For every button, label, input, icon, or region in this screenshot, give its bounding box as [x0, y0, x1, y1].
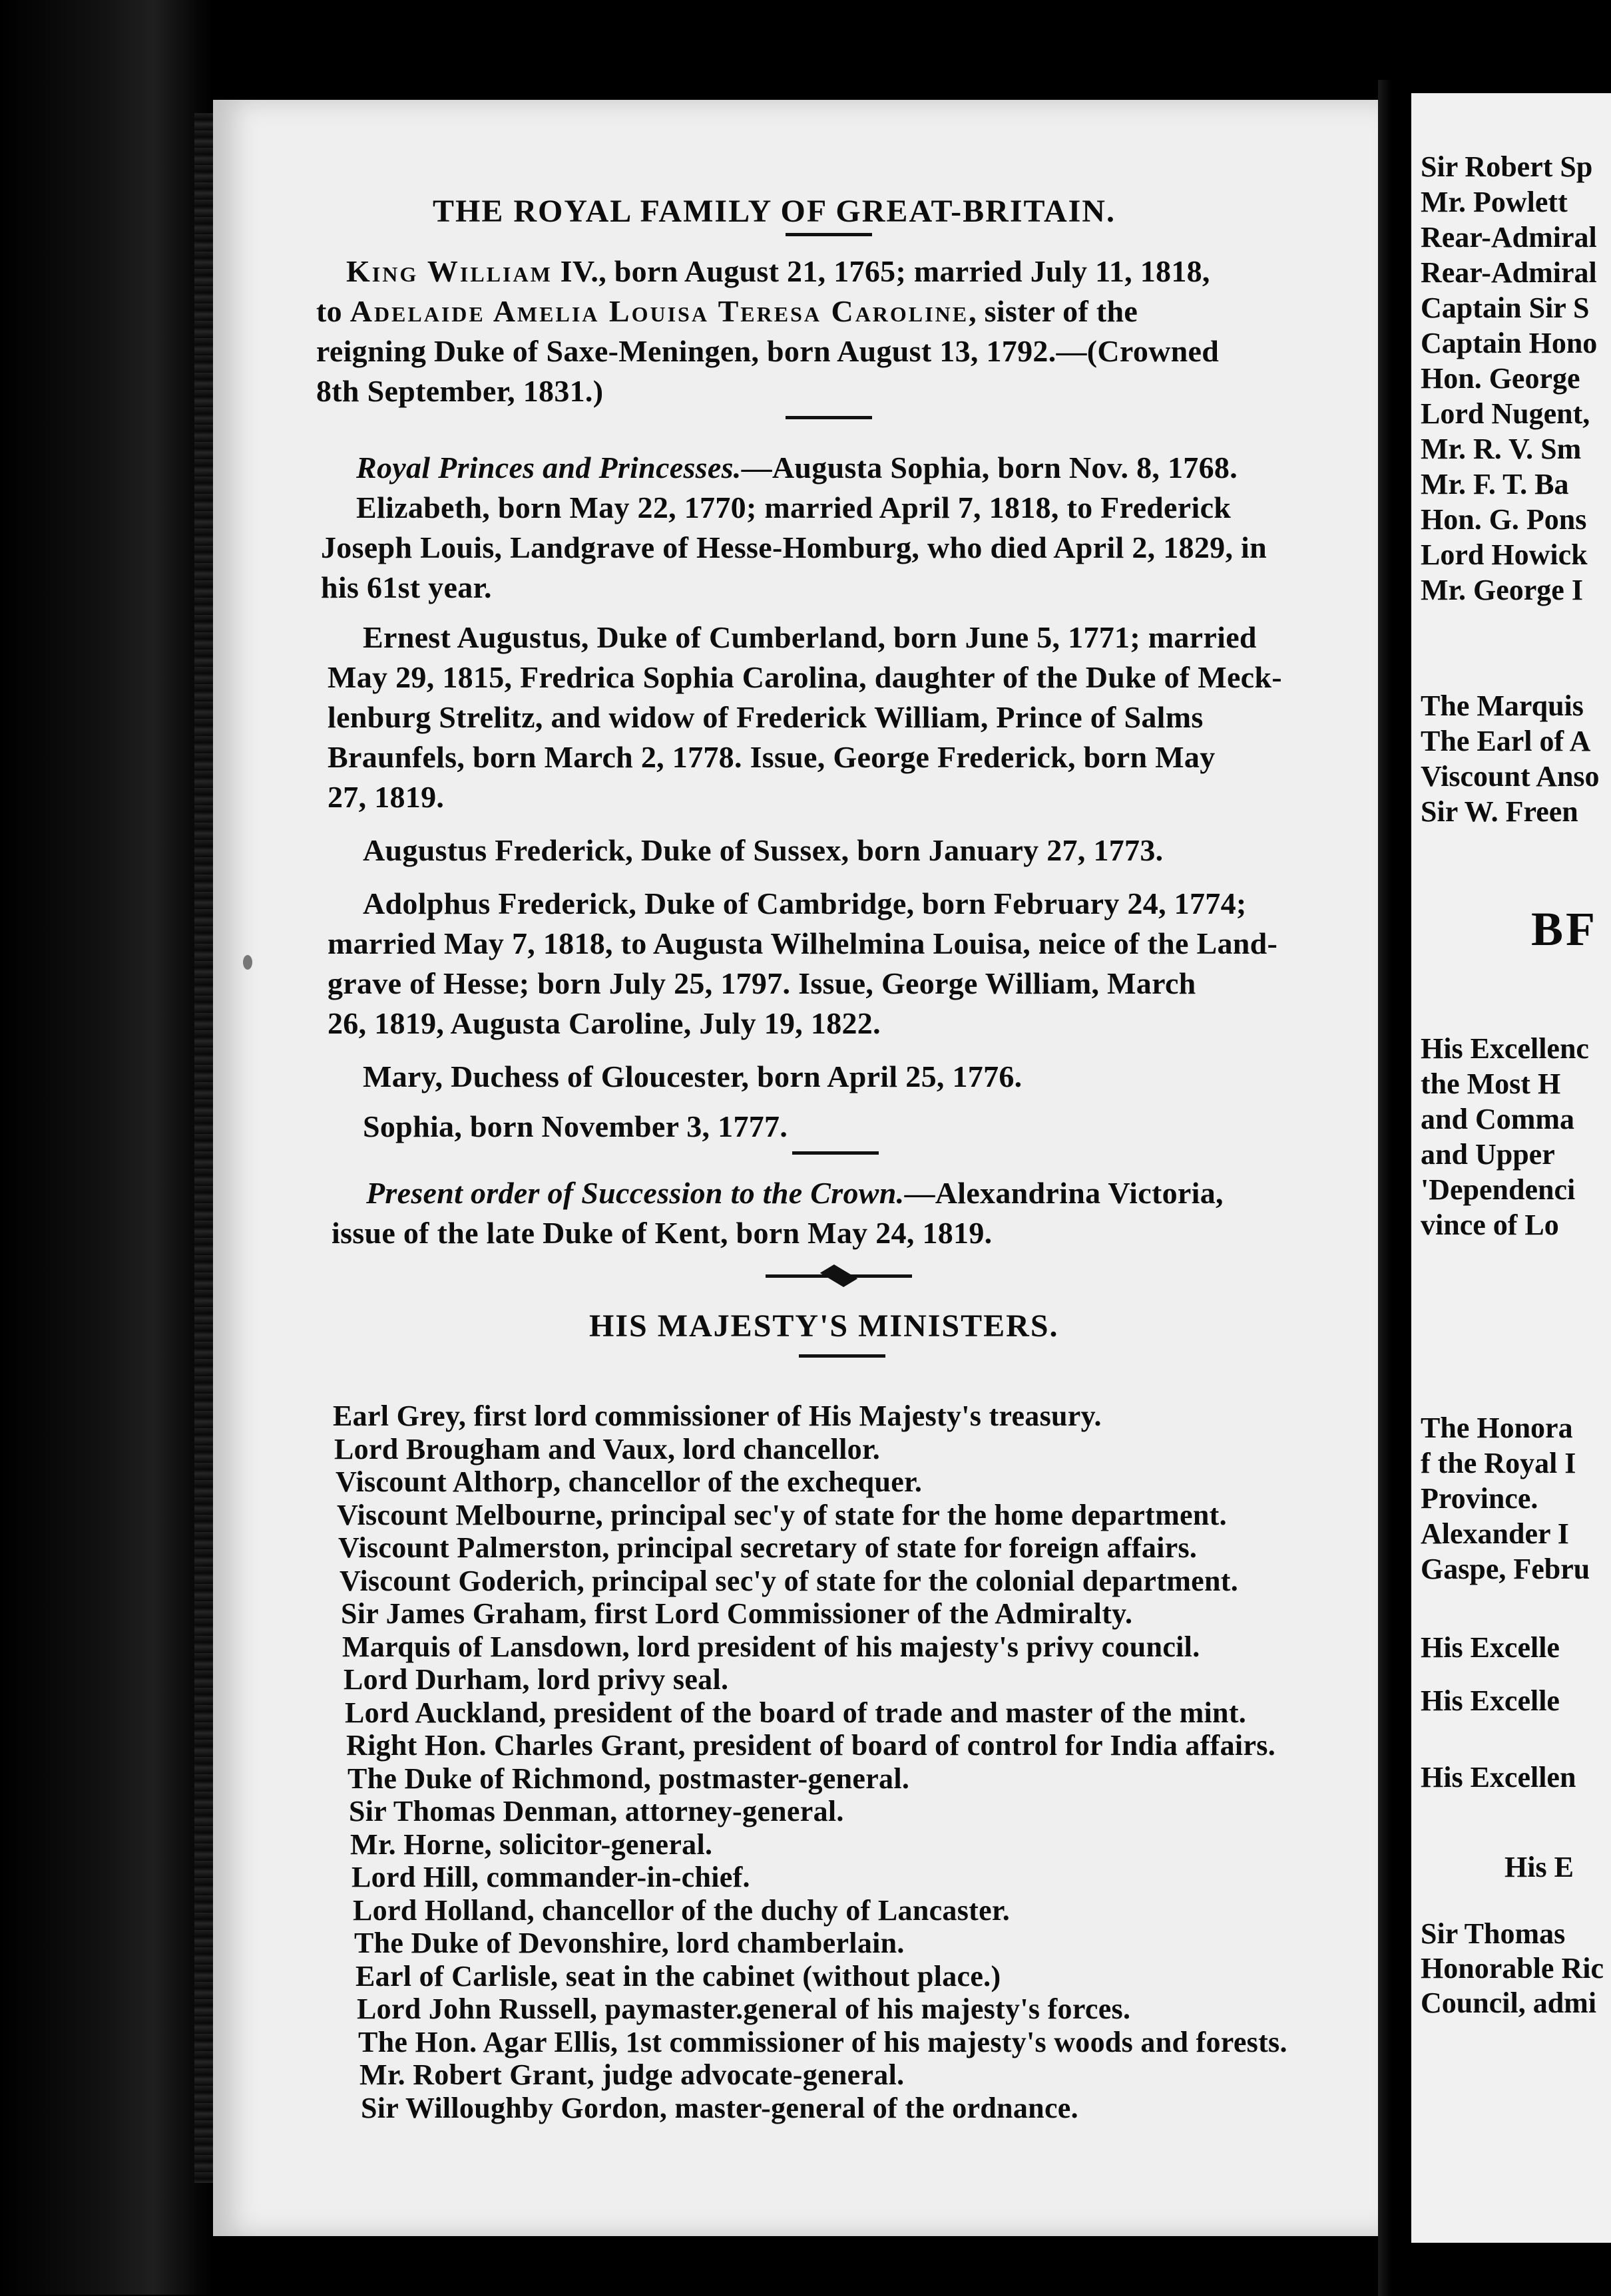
right-fragment-line: and Upper [1421, 1138, 1555, 1171]
right-fragment-line: 'Dependenci [1421, 1173, 1576, 1206]
right-fragment-line: the Most H [1421, 1067, 1561, 1100]
king-line-4: 8th September, 1831.) [316, 374, 604, 408]
right-fragment-line: f the Royal I [1421, 1447, 1576, 1479]
sophia-line: Sophia, born November 3, 1777. [363, 1109, 788, 1143]
minister-line: Mr. Robert Grant, judge advocate-general. [359, 2058, 905, 2091]
right-fragment-line: Province. [1421, 1482, 1538, 1515]
right-fragment-line: His Excellenc [1421, 1032, 1589, 1065]
minister-line: The Duke of Richmond, postmaster-general. [347, 1762, 910, 1795]
princes-label: Royal Princes and Princesses. [356, 451, 742, 484]
right-fragment-line: Rear-Admiral [1421, 221, 1597, 254]
sophia-rule [792, 1151, 879, 1155]
right-fragment-line: Mr. F. T. Ba [1421, 468, 1569, 500]
right-fragment-line: The Marquis [1421, 689, 1584, 722]
minister-line: Mr. Horne, solicitor-general. [350, 1827, 713, 1861]
right-fragment-line: Lord Nugent, [1421, 397, 1590, 430]
succession-label: Present order of Succession to the Crown. [366, 1176, 905, 1210]
minister-line: The Duke of Devonshire, lord chamberlain. [354, 1927, 905, 1959]
right-fragment-line: Captain Sir S [1421, 291, 1590, 324]
page-speck [243, 955, 252, 970]
ministers-heading: HIS MAJESTY'S MINISTERS. [589, 1308, 1059, 1344]
succession-rest: —Alexandrina Victoria, [904, 1176, 1224, 1210]
right-fragment-line: Council, admi [1421, 1987, 1597, 2019]
minister-line: Viscount Althorp, chancellor of the exchequer. [336, 1465, 923, 1498]
princes-line [356, 449, 1238, 486]
right-fragment-line: Lord Howick [1421, 538, 1588, 571]
ernest-line-3: lenburg Strelitz, and widow of Frederick William, Prince of Salms [328, 700, 1204, 734]
adolphus-line-3: grave of Hesse; born July 25, 1797. Issue, George William, March [328, 966, 1196, 1000]
ernest-line-2: May 29, 1815, Fredrica Sophia Carolina, daughter of the Duke of Meck- [328, 660, 1282, 694]
minister-line: Viscount Goderich, principal sec'y of state for the colonial department. [340, 1564, 1239, 1597]
ernest-line-5: 27, 1819. [328, 780, 445, 814]
elizabeth-line-3: his 61st year. [321, 570, 492, 604]
right-fragment-line: Viscount Anso [1421, 760, 1600, 793]
adolphus-line-1: Adolphus Frederick, Duke of Cambridge, born February 24, 1774; [363, 886, 1247, 920]
minister-line: Sir Willoughby Gordon, master-general of the ordnance. [361, 2091, 1078, 2124]
adolphus-line-2: married May 7, 1818, to Augusta Wilhelmina Louisa, neice of the Land- [328, 926, 1278, 960]
right-fragment-line: Mr. R. V. Sm [1421, 433, 1582, 465]
binding-stitching [194, 113, 214, 2183]
ornament-divider [766, 1266, 912, 1286]
right-fragment-line: Sir Thomas [1421, 1917, 1566, 1950]
minister-line: Lord Durham, lord privy seal. [344, 1663, 729, 1696]
ministers-rule [799, 1354, 885, 1358]
right-fragment-line: Alexander I [1421, 1517, 1569, 1550]
right-fragment-line: Sir W. Freen [1421, 795, 1578, 828]
king-line-2: to Adelaide Amelia Louisa Teresa Caroline, sister of the [316, 294, 1138, 328]
elizabeth-line-2: Joseph Louis, Landgrave of Hesse-Homburg, who died April 2, 1829, in [321, 530, 1267, 564]
right-fragment-line: Captain Hono [1421, 327, 1598, 359]
ernest-line-4: Braunfels, born March 2, 1778. Issue, George Frederick, born May [328, 740, 1216, 774]
minister-line: Marquis of Lansdown, lord president of his majesty's privy council. [342, 1630, 1200, 1663]
king-rule [786, 416, 872, 419]
right-excellency-line: His Excelle [1421, 1631, 1560, 1664]
right-page [1411, 93, 1611, 2243]
princes-rest: —Augusta Sophia, born Nov. 8, 1768. [741, 451, 1238, 484]
right-fragment-line: and Comma [1421, 1103, 1575, 1135]
right-fragment-line: vince of Lo [1421, 1209, 1559, 1241]
minister-line: The Hon. Agar Ellis, 1st commissioner of his majesty's woods and forests. [358, 2025, 1287, 2058]
adolphus-line-4: 26, 1819, Augusta Caroline, July 19, 1822. [328, 1006, 881, 1040]
right-fragment-line: The Earl of A [1421, 725, 1591, 757]
right-excellency-line: His Excellen [1421, 1761, 1576, 1794]
right-fragment-line: Honorable Ric [1421, 1952, 1604, 1985]
minister-line: Viscount Melbourne, principal sec'y of state for the home department. [337, 1498, 1227, 1531]
right-fragment-line: Mr. George I [1421, 574, 1583, 606]
succession-line-1 [366, 1175, 1224, 1212]
minister-line: Lord John Russell, paymaster.general of his majesty's forces. [357, 1993, 1131, 2025]
king-line-3: reigning Duke of Saxe-Meningen, born August 13, 1792.—(Crowned [316, 334, 1220, 368]
minister-line: Earl of Carlisle, seat in the cabinet (without place.) [355, 1959, 1001, 1993]
mary-line: Mary, Duchess of Gloucester, born April 25, 1776. [363, 1059, 1023, 1093]
right-fragment-line: Gaspe, Febru [1421, 1553, 1590, 1585]
minister-line: Earl Grey, first lord commissioner of His Majesty's treasury. [333, 1400, 1102, 1432]
minister-line: Sir Thomas Denman, attorney-general. [349, 1795, 844, 1827]
right-fragment-line: The Honora [1421, 1412, 1573, 1444]
minister-line: Sir James Graham, first Lord Commissioner of the Admiralty. [341, 1597, 1133, 1630]
ernest-line-1: Ernest Augustus, Duke of Cumberland, born June 5, 1771; married [363, 620, 1257, 654]
succession-line-2: issue of the late Duke of Kent, born May 24, 1819. [332, 1216, 993, 1250]
left-page [213, 100, 1378, 2236]
page-gutter [1378, 80, 1411, 2296]
elizabeth-line-1: Elizabeth, born May 22, 1770; married April 7, 1818, to Frederick [356, 490, 1232, 524]
right-fragment-line: Mr. Powlett [1421, 186, 1568, 218]
royal-family-heading: THE ROYAL FAMILY OF GREAT-BRITAIN. [433, 194, 1116, 229]
minister-line: Lord Holland, chancellor of the duchy of Lancaster. [353, 1893, 1011, 1927]
right-excellency-line: His Excelle [1421, 1684, 1560, 1717]
minister-line: Right Hon. Charles Grant, president of board of control for India affairs. [346, 1729, 1275, 1762]
minister-line: Lord Brougham and Vaux, lord chancellor. [334, 1432, 881, 1465]
right-fragment-line: Hon. George [1421, 362, 1580, 395]
right-fragment-line: Rear-Admiral [1421, 256, 1597, 289]
king-line-1: King William IV., born August 21, 1765; married July 11, 1818, [346, 254, 1210, 288]
right-fragment-line: Sir Robert Sp [1421, 150, 1593, 183]
augustus-line: Augustus Frederick, Duke of Sussex, born January 27, 1773. [363, 833, 1164, 867]
book-binding [0, 0, 213, 2295]
minister-line: Viscount Palmerston, principal secretary of state for foreign affairs. [338, 1531, 1198, 1564]
heading-rule [786, 233, 872, 236]
right-excellency-line: His E [1504, 1851, 1574, 1883]
minister-line: Lord Auckland, president of the board of trade and master of the mint. [345, 1696, 1247, 1729]
right-fragment-line: Hon. G. Pons [1421, 503, 1587, 536]
minister-line: Lord Hill, commander-in-chief. [351, 1861, 750, 1893]
right-heading: BF [1531, 902, 1598, 956]
